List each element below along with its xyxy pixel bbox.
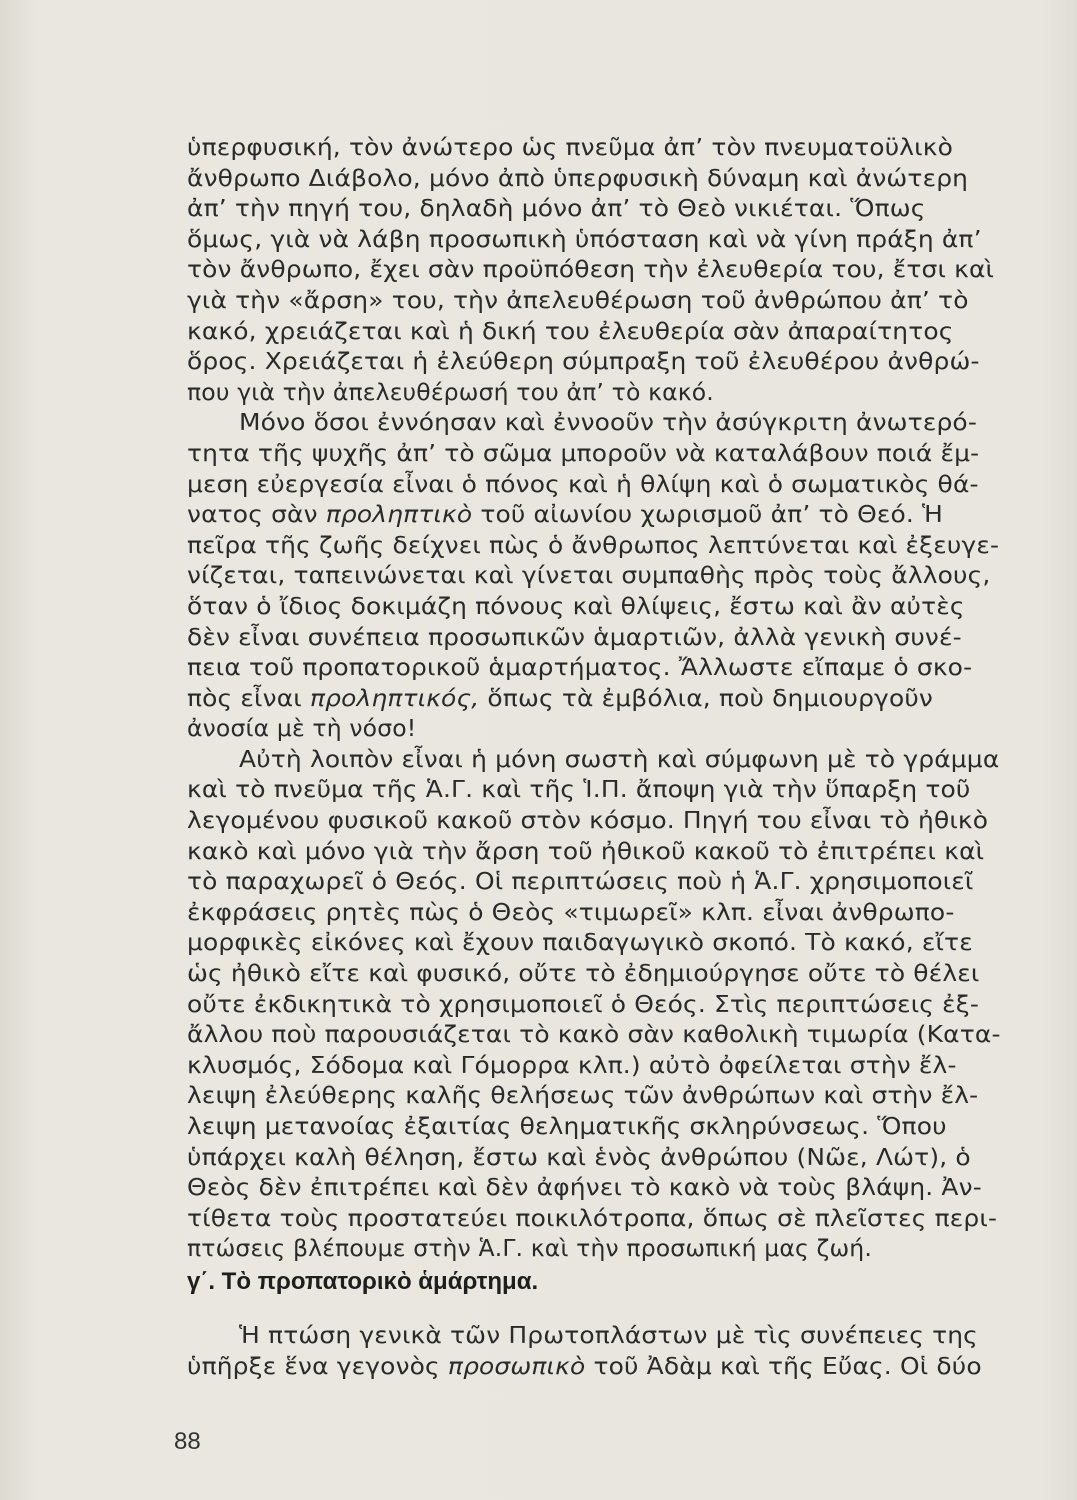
text-line: ἀνοσία μὲ τὴ νόσο!	[187, 714, 417, 743]
body-text-continued	[187, 1320, 1019, 1381]
text-line: πεια τοῦ προπατορικοῦ ἁμαρτήματος. Ἄλλωστε εἴπαμε ὁ σκο-	[187, 653, 973, 682]
section-heading: γ΄. Τὸ προπατορικὸ ἁμάρτημα.	[187, 1268, 539, 1295]
text-line: Ἡ πτώση γενικὰ τῶν Πρωτοπλάστων μὲ τὶς συνέπειες της	[239, 1321, 978, 1349]
text-line: ὅμως, γιὰ νὰ λάβη προσωπικὴ ὑπόσταση καὶ νὰ γίνη πράξη ἀπ’	[187, 224, 982, 253]
text-line: Μόνο ὅσοι ἐννόησαν καὶ ἐννοοῦν τὴν ἀσύγκριτη ἀνωτερό-	[239, 408, 977, 437]
text-line: λειψη ἐλεύθερης καλῆς θελήσεως τῶν ἀνθρώπων καὶ στὴν ἔλ-	[187, 1081, 979, 1110]
text-line: δὲν εἶναι συνέπεια προσωπικῶν ἁμαρτιῶν, ἀλλὰ γενικὴ συνέ-	[187, 622, 962, 651]
text-line: που γιὰ τὴν ἀπελευθέρωσή του ἀπ’ τὸ κακό.	[187, 377, 714, 406]
text-line: μεση εὐεργεσία εἶναι ὁ πόνος καὶ ἡ θλίψη καὶ ὁ σωματικὸς θά-	[187, 469, 979, 498]
text-line: τὸν ἄνθρωπο, ἔχει σὰν προϋπόθεση τὴν ἐλευθερία του, ἔτσι καὶ	[187, 255, 995, 284]
text-line: πτώσεις βλέπουμε στὴν Ἁ.Γ. καὶ τὴν προσωπική μας ζωή.	[187, 1234, 872, 1263]
text-line	[187, 499, 1019, 530]
text-line: ὅταν ὁ ἴδιος δοκιμάζη πόνους καὶ θλίψεις, ἔστω καὶ ἂν αὐτὲς	[187, 591, 965, 620]
text-line: ὑπερφυσική, τὸν ἀνώτερο ὡς πνεῦμα ἀπ’ τὸν πνευματοϋλικὸ	[187, 133, 953, 161]
text-line: γιὰ τὴν «ἄρση» του, τὴν ἀπελευθέρωση τοῦ ἀνθρώπου ἀπ’ τὸ	[187, 285, 969, 314]
text-line: ὑπάρχει καλὴ θέληση, ἔστω καὶ ἑνὸς ἀνθρώπου (Νῶε, Λώτ), ὁ	[187, 1142, 971, 1171]
text-line: Θεὸς δὲν ἐπιτρέπει καὶ δὲν ἀφήνει τὸ κακὸ νὰ τοὺς βλάψη. Ἀν-	[187, 1173, 982, 1202]
text-segment: τοῦ αἰωνίου χωρισμοῦ ἀπ’ τὸ Θεό. Ἡ	[472, 500, 944, 529]
text-line: μορφικὲς εἰκόνες καὶ ἔχουν παιδαγωγικὸ σκοπό. Τὸ κακό, εἴτε	[187, 928, 973, 957]
text-line: κλυσμός, Σόδομα καὶ Γόμορρα κλπ.) αὐτὸ ὀφείλεται στὴν ἔλ-	[187, 1050, 957, 1079]
text-line	[187, 1351, 1019, 1382]
text-line: ἀπ’ τὴν πηγή του, δηλαδὴ μόνο ἀπ’ τὸ Θεὸ νικιέται. Ὅπως	[187, 194, 926, 223]
body-text	[187, 132, 1019, 1264]
text-segment: πὸς εἶναι	[187, 683, 310, 712]
text-line: Αὐτὴ λοιπὸν εἶναι ἡ μόνη σωστὴ καὶ σύμφωνη μὲ τὸ γράμμα	[239, 744, 1000, 773]
text-line: οὔτε ἐκδικητικὰ τὸ χρησιμοποιεῖ ὁ Θεός. Στὶς περιπτώσεις ἐξ-	[187, 989, 979, 1018]
text-line: νίζεται, ταπεινώνεται καὶ γίνεται συμπαθὴς πρὸς τοὺς ἄλλους,	[187, 561, 991, 590]
page-number: 88	[174, 1428, 201, 1455]
text-line: καὶ τὸ πνεῦμα τῆς Ἁ.Γ. καὶ τῆς Ἱ.Π. ἄποψη γιὰ τὴν ὕπαρξη τοῦ	[187, 775, 971, 804]
text-segment: νατος σὰν	[187, 500, 326, 529]
italic-term: προληπτικὸ	[325, 500, 473, 529]
text-line: ἄνθρωπο Διάβολο, μόνο ἀπὸ ὑπερφυσικὴ δύναμη καὶ ἀνώτερη	[187, 163, 969, 192]
italic-term: προληπτικός,	[309, 683, 480, 712]
text-line: τητα τῆς ψυχῆς ἀπ’ τὸ σῶμα μποροῦν νὰ καταλάβουν ποιά ἔμ-	[187, 438, 980, 467]
text-line: κακὸ καὶ μόνο γιὰ τὴν ἄρση τοῦ ἠθικοῦ κακοῦ τὸ ἐπιτρέπει καὶ	[187, 836, 985, 865]
text-line: λειψη μετανοίας ἐξαιτίας θεληματικῆς σκληρύνσεως. Ὅπου	[187, 1112, 947, 1140]
text-line: ὅρος. Χρειάζεται ἡ ἐλεύθερη σύμπραξη τοῦ ἐλευθέρου ἀνθρώ-	[187, 347, 980, 376]
text-segment: ὑπῆρξε ἕνα γεγονὸς	[187, 1351, 448, 1380]
text-segment: τοῦ Ἀδὰμ καὶ τῆς Εὔας. Οἱ δύο	[585, 1351, 982, 1380]
text-line: ἐκφράσεις ρητὲς πὼς ὁ Θεὸς «τιμωρεῖ» κλπ. εἶναι ἀνθρωπο-	[187, 897, 955, 926]
text-line: ἄλλου ποὺ παρουσιάζεται τὸ κακὸ σὰν καθολικὴ τιμωρία (Κατα-	[187, 1020, 1001, 1049]
text-segment: ὅπως τὰ ἐμβόλια, ποὺ δημιουργοῦν	[479, 683, 933, 712]
italic-term: προσωπικὸ	[447, 1351, 586, 1380]
text-line: κακό, χρειάζεται καὶ ἡ δική του ἐλευθερία σὰν ἀπαραίτητος	[187, 316, 954, 345]
text-line	[187, 683, 1019, 714]
text-line: πεῖρα τῆς ζωῆς δείχνει πὼς ὁ ἄνθρωπος λεπτύνεται καὶ ἐξευγε-	[187, 530, 1000, 559]
text-line: τὸ παραχωρεῖ ὁ Θεός. Οἱ περιπτώσεις ποὺ ἡ Ἁ.Γ. χρησιμοποιεῖ	[187, 867, 974, 896]
text-line: τίθετα τοὺς προστατεύει ποικιλότροπα, ὅπως σὲ πλεῖστες περι-	[187, 1203, 998, 1232]
text-line: λεγομένου φυσικοῦ κακοῦ στὸν κόσμο. Πηγή του εἶναι τὸ ἠθικὸ	[187, 806, 989, 835]
text-line: ὡς ἠθικὸ εἴτε καὶ φυσικό, οὔτε τὸ ἐδημιούργησε οὔτε τὸ θέλει	[187, 959, 980, 988]
